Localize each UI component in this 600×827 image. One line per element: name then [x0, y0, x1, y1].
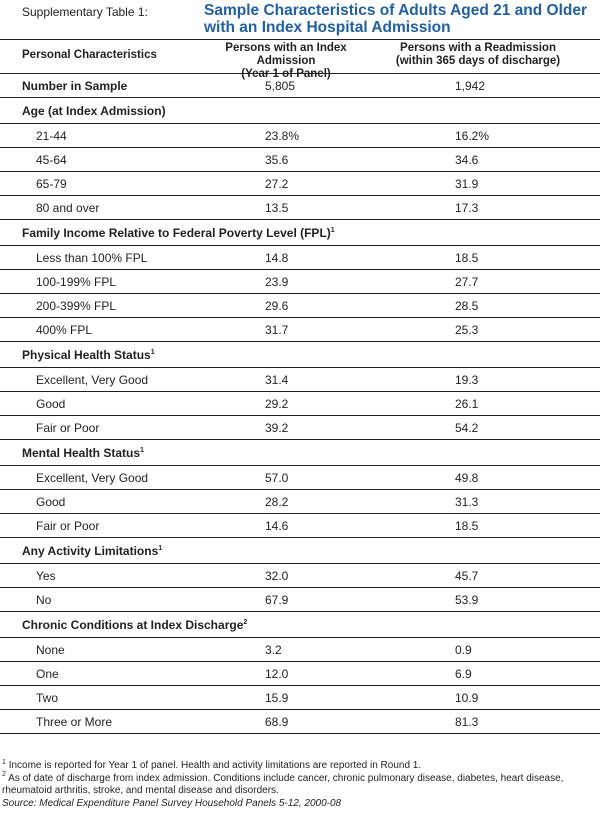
row-label: 400% FPL: [36, 323, 93, 337]
table-row: [0, 661, 600, 685]
row-value-index: 35.6: [265, 153, 289, 167]
section-title: Age (at Index Admission): [22, 104, 166, 118]
row-label: 21-44: [36, 129, 67, 143]
row-value-index: 32.0: [265, 569, 289, 583]
table-row: [0, 415, 600, 439]
column-headers: [0, 40, 600, 80]
row-value-index: 5,805: [265, 79, 296, 93]
row-value-index: 23.8%: [265, 129, 300, 143]
bottom-rule: [0, 733, 600, 734]
row-label: One: [36, 667, 59, 681]
row-label: Less than 100% FPL: [36, 251, 148, 265]
row-label: Good: [36, 495, 66, 509]
footnote-2: $^2$ As of date of discharge from index admission. Conditions include cancer, chronic pulmonary disease, diabetes, heart disease, rheumatoid arthritis, stroke, and mental disease and disorders.: [2, 771, 564, 796]
column-header-index-line1: Persons with an Index Admission: [225, 42, 347, 67]
table-row: [0, 317, 600, 341]
column-header-characteristics: Personal Characteristics: [22, 49, 157, 61]
row-value-index: 27.2: [265, 177, 289, 191]
row-label: Excellent, Very Good: [36, 373, 149, 387]
row-value-index: 31.7: [265, 323, 289, 337]
footnotes: [2, 760, 598, 810]
row-label: Good: [36, 397, 66, 411]
row-label: 80 and over: [36, 201, 100, 215]
row-value-index: 57.0: [265, 471, 289, 485]
row-label: Number in Sample: [22, 79, 128, 93]
row-value-readmission: 18.5: [455, 251, 479, 265]
row-label: 100-199% FPL: [36, 275, 117, 289]
table-row: [0, 489, 600, 513]
row-label: No: [36, 593, 52, 607]
row-value-index: 12.0: [265, 667, 289, 681]
row-value-readmission: 53.9: [455, 593, 479, 607]
row-value-readmission: 6.9: [455, 667, 472, 681]
row-label: Three or More: [36, 715, 113, 729]
table-header: [0, 0, 600, 40]
section-header: [0, 97, 600, 123]
section-title: Chronic Conditions at Index Discharge$^2$: [22, 618, 248, 632]
row-label: Fair or Poor: [36, 421, 100, 435]
row-value-readmission: 54.2: [455, 421, 479, 435]
row-value-readmission: 27.7: [455, 275, 479, 289]
table-row: [0, 513, 600, 537]
section-header: [0, 219, 600, 245]
table-row: [0, 245, 600, 269]
table-body: [0, 73, 600, 733]
row-value-index: 23.9: [265, 275, 289, 289]
row-value-readmission: 17.3: [455, 201, 479, 215]
table-row: [0, 709, 600, 733]
row-value-readmission: 28.5: [455, 299, 479, 313]
table-row: [0, 587, 600, 611]
row-value-index: 68.9: [265, 715, 289, 729]
row-value-readmission: 31.9: [455, 177, 479, 191]
row-value-readmission: 34.6: [455, 153, 479, 167]
table-row: [0, 685, 600, 709]
row-value-index: 29.6: [265, 299, 289, 313]
row-label: Two: [36, 691, 59, 705]
row-value-index: 29.2: [265, 397, 289, 411]
row-value-index: 15.9: [265, 691, 289, 705]
row-value-readmission: 45.7: [455, 569, 479, 583]
row-value-index: 3.2: [265, 643, 282, 657]
row-value-readmission: 19.3: [455, 373, 479, 387]
table-label: Supplementary Table 1:: [22, 5, 148, 19]
row-value-readmission: 26.1: [455, 397, 479, 411]
table-row: [0, 293, 600, 317]
column-header-readmission-line1: Persons with a Readmission: [400, 42, 556, 54]
row-value-index: 14.6: [265, 519, 289, 533]
row-label: 200-399% FPL: [36, 299, 117, 313]
table-row: [0, 123, 600, 147]
row-value-index: 13.5: [265, 201, 289, 215]
footnote-1: $^1$ Income is reported for Year 1 of panel. Health and activity limitations are reported in Round 1.: [2, 758, 422, 771]
section-header: [0, 341, 600, 367]
column-header-readmission-line2: (within 365 days of discharge): [395, 55, 561, 67]
row-label: Fair or Poor: [36, 519, 100, 533]
table-row: [0, 171, 600, 195]
row-value-readmission: 10.9: [455, 691, 479, 705]
section-title: Any Activity Limitations$^1$: [22, 544, 163, 558]
row-label: 45-64: [36, 153, 67, 167]
row-value-index: 31.4: [265, 373, 289, 387]
row-value-readmission: 16.2%: [455, 129, 490, 143]
table-row: [0, 637, 600, 661]
row-value-readmission: 0.9: [455, 643, 472, 657]
table-row: [0, 367, 600, 391]
table-row: [0, 195, 600, 219]
row-value-readmission: 49.8: [455, 471, 479, 485]
row-value-readmission: 25.3: [455, 323, 479, 337]
section-header: [0, 611, 600, 637]
row-value-index: 14.8: [265, 251, 289, 265]
row-value-readmission: 31.3: [455, 495, 479, 509]
row-label: 65-79: [36, 177, 67, 191]
table-row: [0, 563, 600, 587]
section-header: [0, 537, 600, 563]
row-value-readmission: 18.5: [455, 519, 479, 533]
row-value-readmission: 1,942: [455, 79, 486, 93]
table-row-sample: [0, 73, 600, 97]
row-label: Yes: [36, 569, 56, 583]
section-title: Physical Health Status$^1$: [22, 348, 155, 362]
row-value-index: 28.2: [265, 495, 289, 509]
row-value-index: 39.2: [265, 421, 289, 435]
row-label: None: [36, 643, 65, 657]
column-header-readmission: [380, 42, 576, 68]
section-title: Family Income Relative to Federal Poverty Level (FPL)$^1$: [22, 226, 335, 240]
row-value-readmission: 81.3: [455, 715, 479, 729]
table-row: [0, 269, 600, 293]
table-title: Sample Characteristics of Adults Aged 21 and Older with an Index Hospital Admission: [204, 2, 588, 36]
row-value-index: 67.9: [265, 593, 289, 607]
row-label: Excellent, Very Good: [36, 471, 149, 485]
table-row: [0, 391, 600, 415]
section-header: [0, 439, 600, 465]
table-row: [0, 147, 600, 171]
table-row: [0, 465, 600, 489]
source-note: Source: Medical Expenditure Panel Survey Household Panels 5-12, 2000-08: [2, 797, 342, 809]
column-header-index-line2: (Year 1 of Panel): [241, 68, 331, 80]
section-title: Mental Health Status$^1$: [22, 446, 144, 460]
